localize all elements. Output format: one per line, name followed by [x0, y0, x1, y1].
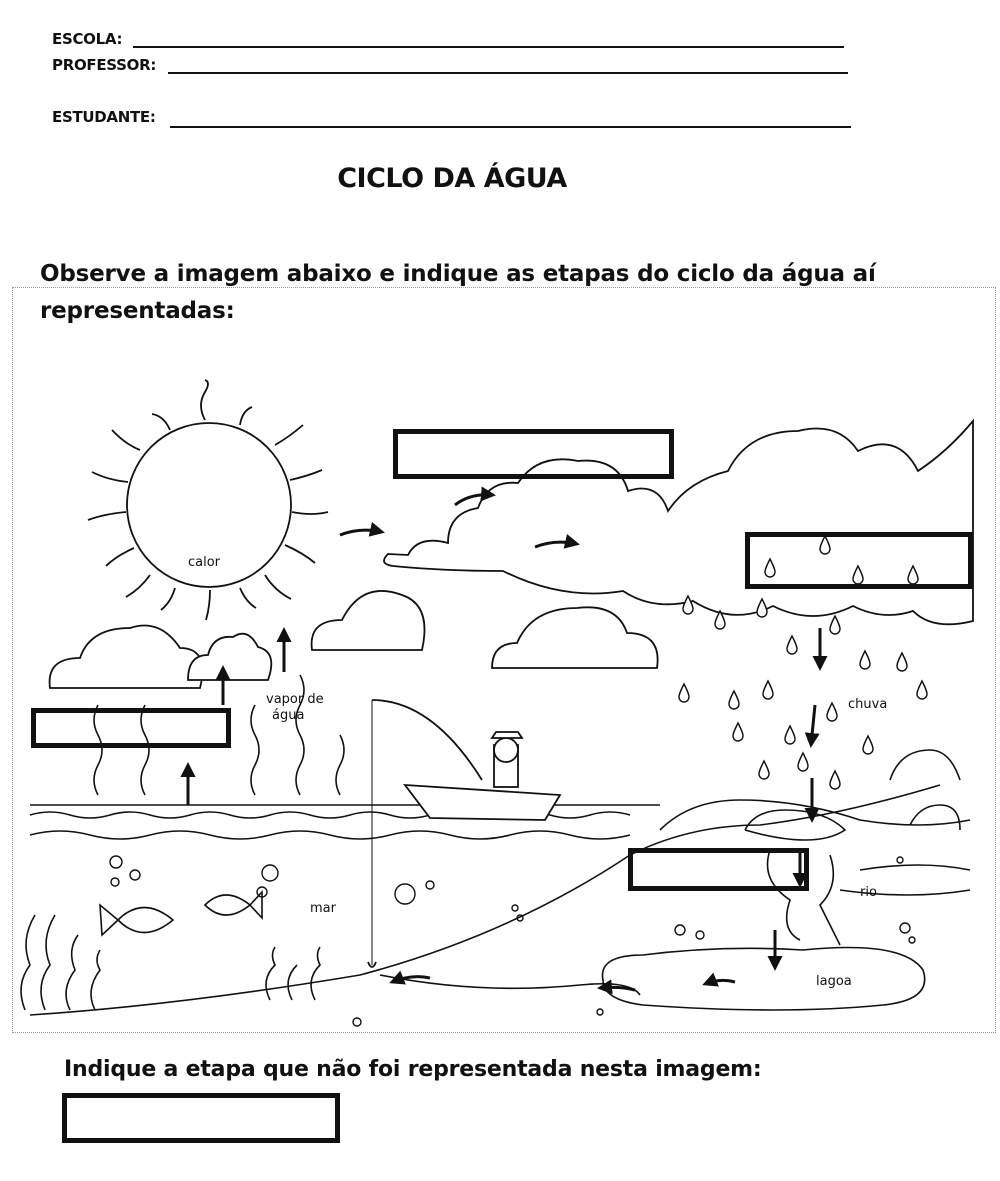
escola-label: ESCOLA:: [52, 30, 123, 48]
professor-label: PROFESSOR:: [52, 56, 157, 74]
calor-label: calor: [188, 555, 221, 570]
vapor-label-line2: água: [272, 708, 305, 723]
question-missing-stage: Indique a etapa que não foi representada nesta imagem:: [64, 1057, 762, 1082]
rio-label: rio: [860, 885, 877, 900]
seaweed: [21, 915, 320, 1010]
answer-box-infiltration[interactable]: [628, 848, 809, 891]
answer-box-evaporation[interactable]: [31, 708, 231, 748]
fish-icon: [100, 892, 262, 935]
sun-icon: [88, 380, 328, 620]
chuva-label: chuva: [848, 697, 888, 712]
mar-label: mar: [310, 901, 336, 916]
vapor-label-line1: vapor de: [266, 692, 324, 707]
answer-box-missing-stage[interactable]: [62, 1093, 340, 1143]
lagoa-label: lagoa: [816, 974, 852, 989]
page-title: CICLO DA ÁGUA: [337, 163, 567, 194]
instruction-text: Observe a imagem abaixo e indique as etapas do ciclo da água aí representadas:: [40, 261, 876, 324]
answer-box-condensation[interactable]: [393, 429, 674, 479]
answer-box-precipitation[interactable]: [745, 532, 973, 589]
sea-surface: [30, 805, 660, 839]
estudante-label: ESTUDANTE:: [52, 108, 156, 126]
